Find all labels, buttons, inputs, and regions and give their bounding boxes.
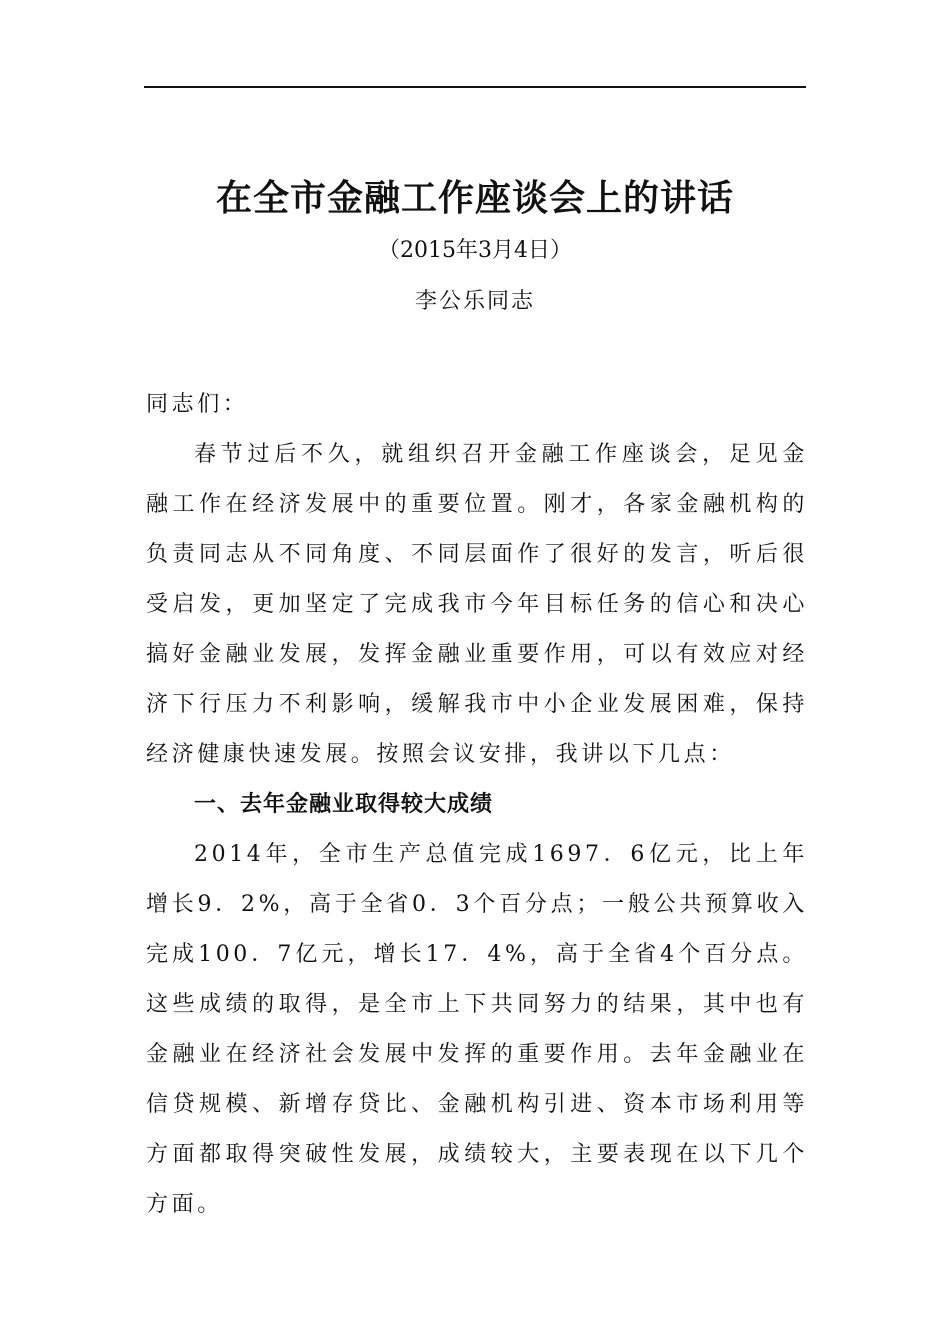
body-paragraph: 春节过后不久，就组织召开金融工作座谈会，足见金融工作在经济发展中的重要位置。刚才，各家金融机构的负责同志从不同角度、不同层面作了很好的发言，听后很受启发，更加坚定了完成我市今年目标任务的信心和决心搞好金融业发展，发挥金融业重要作用，可以有效应对经济下行压力不利影响，缓解我市中小企业发展困难，保持经济健康快速发展。按照会议安排，我讲以下几点：	[146, 442, 808, 767]
body-paragraph: 2014年，全市生产总值完成1697．6亿元，比上年增长9．2%，高于全省0．3个百分点；一般公共预算收入完成100．7亿元，增长17．4%，高于全省4个百分点。这些成绩的取得，是全市上下共同努力的结果，其中也有金融业在经济社会发展中发挥的重要作用。去年金融业在信贷规模、新增存贷比、金融机构引进、资本市场利用等方面都取得突破性发展，成绩较大，主要表现在以下几个方面。	[146, 842, 808, 1217]
salutation: 同志们：	[146, 392, 249, 417]
document-title: 在全市金融工作座谈会上的讲话	[215, 177, 734, 219]
document-body	[146, 380, 808, 1230]
header-rule	[144, 86, 806, 88]
section-heading: 一、去年金融业取得较大成绩	[194, 792, 494, 817]
speaker-name: 李公乐同志	[414, 289, 535, 314]
speech-date: （2015年3月4日）	[378, 238, 572, 263]
